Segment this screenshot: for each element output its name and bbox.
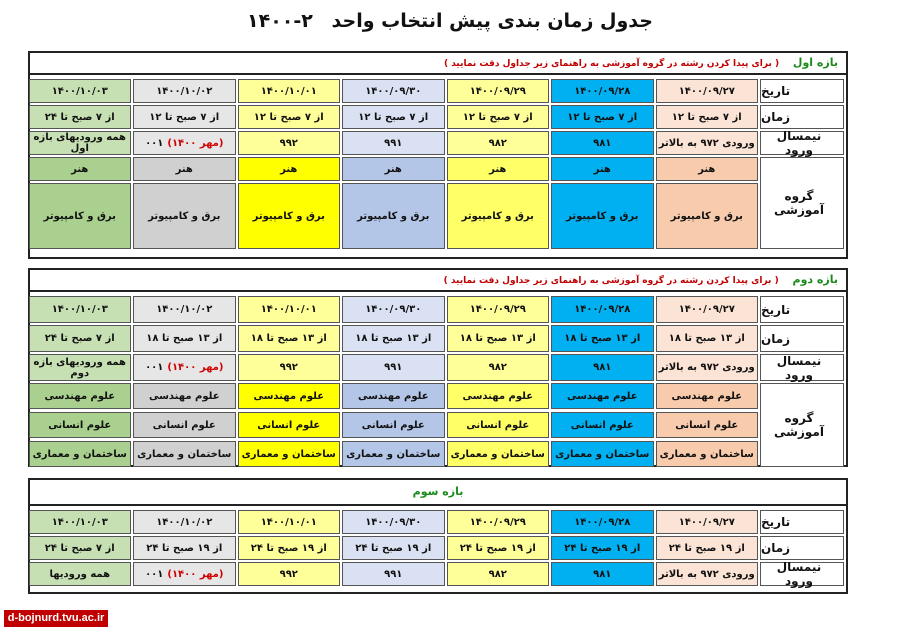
date-cell: ۱۴۰۰/۰۹/۲۸: [551, 510, 654, 534]
date-cell: ۱۴۰۰/۰۹/۳۰: [342, 296, 445, 323]
group-cell-eng-sci: علوم مهندسی: [133, 383, 236, 409]
semester-cell: ۹۸۲: [447, 131, 550, 155]
date-cell: ۱۴۰۰/۱۰/۰۱: [238, 296, 341, 323]
group-cell-humanities: علوم انسانی: [238, 412, 341, 438]
semester-red-text: (مهر ۱۴۰۰): [167, 568, 224, 580]
period-3-header: [30, 480, 846, 506]
date-cell: ۱۴۰۰/۰۹/۳۰: [342, 79, 445, 103]
time-cell: از ۱۹ صبح تا ۲۴: [342, 536, 445, 560]
time-cell: از ۱۹ صبح تا ۲۴: [447, 536, 550, 560]
period-3-label: بازه سوم: [412, 485, 464, 498]
semester-red-text: (مهر ۱۴۰۰): [167, 362, 224, 373]
date-cell: ۱۴۰۰/۱۰/۰۱: [238, 79, 341, 103]
date-cell: ۱۴۰۰/۱۰/۰۳: [29, 296, 132, 323]
row-label-group: گروه آموزشی: [760, 157, 844, 249]
time-cell: از ۷ صبح تا ۱۲: [133, 105, 236, 129]
group-cell-eng-sci: علوم مهندسی: [29, 383, 132, 409]
group-cell-eng-sci: علوم مهندسی: [656, 383, 759, 409]
semester-cell: ورودی ۹۷۲ به بالاتر: [656, 562, 759, 586]
time-cell: از ۷ صبح تا ۲۴: [29, 325, 132, 352]
date-cell: ۱۴۰۰/۱۰/۰۲: [133, 510, 236, 534]
row-label-semester: نیمسال ورود: [760, 354, 844, 381]
group-cell-architecture: ساختمان و معماری: [238, 441, 341, 467]
group-cell-humanities: علوم انسانی: [551, 412, 654, 438]
time-cell: از ۷ صبح تا ۱۲: [447, 105, 550, 129]
group-cell-art: هنر: [238, 157, 341, 181]
time-cell: از ۱۹ صبح تا ۲۴: [238, 536, 341, 560]
date-cell: ۱۴۰۰/۰۹/۳۰: [342, 510, 445, 534]
time-cell: از ۱۳ صبح تا ۱۸: [133, 325, 236, 352]
row-label-time: زمان: [760, 325, 844, 352]
time-cell: از ۱۳ صبح تا ۱۸: [551, 325, 654, 352]
semester-cell: [133, 562, 236, 586]
time-cell: از ۱۳ صبح تا ۱۸: [656, 325, 759, 352]
period-2-header: [30, 270, 846, 292]
semester-cell: [133, 131, 236, 155]
time-cell: از ۷ صبح تا ۲۴: [29, 536, 132, 560]
semester-suffix: ۰۰۱: [145, 362, 164, 373]
group-cell-architecture: ساختمان و معماری: [656, 441, 759, 467]
row-label-group: گروه آموزشی: [760, 383, 844, 467]
date-cell: ۱۴۰۰/۱۰/۰۳: [29, 510, 132, 534]
group-cell-humanities: علوم انسانی: [447, 412, 550, 438]
period-2-note: ( برای پیدا کردن رشته در گروه آموزشی به راهنمای زیر جداول دقت نمایید ): [443, 276, 779, 286]
time-cell: از ۷ صبح تا ۲۴: [29, 105, 132, 129]
semester-cell: ۹۹۱: [342, 131, 445, 155]
period-1-table: [28, 51, 848, 259]
group-cell-architecture: ساختمان و معماری: [342, 441, 445, 467]
semester-cell: ورودی ۹۷۲ به بالاتر: [656, 354, 759, 381]
page-title: [0, 10, 900, 32]
date-cell: ۱۴۰۰/۰۹/۲۹: [447, 79, 550, 103]
semester-cell: ۹۹۲: [238, 354, 341, 381]
date-cell: ۱۴۰۰/۰۹/۲۸: [551, 296, 654, 323]
semester-cell: همه ورودیهای بازه دوم: [29, 354, 132, 381]
semester-cell: همه ورودیها: [29, 562, 132, 586]
semester-cell: ۹۸۱: [551, 562, 654, 586]
semester-suffix: ۰۰۱: [145, 137, 164, 149]
time-cell: از ۷ صبح تا ۱۲: [656, 105, 759, 129]
row-label-semester: نیمسال ورود: [760, 562, 844, 586]
semester-red-text: (مهر ۱۴۰۰): [167, 137, 224, 149]
group-cell-art: هنر: [656, 157, 759, 181]
date-cell: ۱۴۰۰/۰۹/۲۷: [656, 510, 759, 534]
row-label-semester: نیمسال ورود: [760, 131, 844, 155]
semester-cell: ۹۹۱: [342, 354, 445, 381]
semester-cell: [133, 354, 236, 381]
time-cell: از ۱۳ صبح تا ۱۸: [238, 325, 341, 352]
date-cell: ۱۴۰۰/۱۰/۰۲: [133, 79, 236, 103]
row-label-time: زمان: [760, 105, 844, 129]
date-cell: ۱۴۰۰/۱۰/۰۱: [238, 510, 341, 534]
group-cell-eng: برق و کامپیوتر: [656, 183, 759, 249]
title-year: ۲-۱۴۰۰: [247, 10, 313, 32]
semester-cell: ۹۸۱: [551, 354, 654, 381]
time-cell: از ۷ صبح تا ۱۲: [551, 105, 654, 129]
group-cell-art: هنر: [551, 157, 654, 181]
group-cell-humanities: علوم انسانی: [29, 412, 132, 438]
row-label-date: تاریخ: [760, 79, 844, 103]
group-cell-humanities: علوم انسانی: [133, 412, 236, 438]
group-cell-eng: برق و کامپیوتر: [133, 183, 236, 249]
time-cell: از ۱۳ صبح تا ۱۸: [447, 325, 550, 352]
date-cell: ۱۴۰۰/۱۰/۰۲: [133, 296, 236, 323]
semester-cell: ورودی ۹۷۲ به بالاتر: [656, 131, 759, 155]
group-cell-architecture: ساختمان و معماری: [551, 441, 654, 467]
time-cell: از ۱۹ صبح تا ۲۴: [551, 536, 654, 560]
group-cell-architecture: ساختمان و معماری: [133, 441, 236, 467]
date-cell: ۱۴۰۰/۱۰/۰۳: [29, 79, 132, 103]
semester-cell: ۹۸۱: [551, 131, 654, 155]
group-cell-eng: برق و کامپیوتر: [551, 183, 654, 249]
period-2-table: [28, 268, 848, 467]
semester-cell: ۹۹۱: [342, 562, 445, 586]
group-cell-art: هنر: [133, 157, 236, 181]
group-cell-humanities: علوم انسانی: [656, 412, 759, 438]
semester-cell: ۹۹۲: [238, 562, 341, 586]
group-cell-eng-sci: علوم مهندسی: [551, 383, 654, 409]
date-cell: ۱۴۰۰/۰۹/۲۹: [447, 510, 550, 534]
group-cell-eng-sci: علوم مهندسی: [447, 383, 550, 409]
group-cell-eng-sci: علوم مهندسی: [238, 383, 341, 409]
semester-cell: ۹۸۲: [447, 354, 550, 381]
date-cell: ۱۴۰۰/۰۹/۲۷: [656, 79, 759, 103]
group-cell-art: هنر: [342, 157, 445, 181]
group-cell-art: هنر: [29, 157, 132, 181]
semester-cell: همه ورودیهای بازه اول: [29, 131, 132, 155]
date-cell: ۱۴۰۰/۰۹/۲۹: [447, 296, 550, 323]
row-label-date: تاریخ: [760, 510, 844, 534]
period-1-note: ( برای پیدا کردن رشته در گروه آموزشی به راهنمای زیر جداول دقت نمایید ): [443, 59, 780, 69]
group-cell-art: هنر: [447, 157, 550, 181]
time-cell: از ۷ صبح تا ۱۲: [238, 105, 341, 129]
period-1-label: بازه اول: [792, 56, 838, 69]
time-cell: از ۱۳ صبح تا ۱۸: [342, 325, 445, 352]
time-cell: از ۱۹ صبح تا ۲۴: [133, 536, 236, 560]
period-3-table: [28, 478, 848, 594]
group-cell-eng: برق و کامپیوتر: [447, 183, 550, 249]
date-cell: ۱۴۰۰/۰۹/۲۸: [551, 79, 654, 103]
row-label-date: تاریخ: [760, 296, 844, 323]
group-cell-eng: برق و کامپیوتر: [238, 183, 341, 249]
site-url-footer[interactable]: d-bojnurd.tvu.ac.ir: [4, 610, 108, 627]
group-cell-eng: برق و کامپیوتر: [29, 183, 132, 249]
period-2-label: بازه دوم: [792, 273, 838, 286]
semester-cell: ۹۸۲: [447, 562, 550, 586]
group-cell-architecture: ساختمان و معماری: [29, 441, 132, 467]
group-cell-eng-sci: علوم مهندسی: [342, 383, 445, 409]
semester-suffix: ۰۰۱: [145, 568, 164, 580]
date-cell: ۱۴۰۰/۰۹/۲۷: [656, 296, 759, 323]
semester-cell: ۹۹۲: [238, 131, 341, 155]
period-1-header: [30, 53, 846, 75]
group-cell-eng: برق و کامپیوتر: [342, 183, 445, 249]
group-cell-humanities: علوم انسانی: [342, 412, 445, 438]
group-cell-architecture: ساختمان و معماری: [447, 441, 550, 467]
title-main: جدول زمان بندی پیش انتخاب واحد: [331, 10, 653, 32]
time-cell: از ۱۹ صبح تا ۲۴: [656, 536, 759, 560]
row-label-time: زمان: [760, 536, 844, 560]
time-cell: از ۷ صبح تا ۱۲: [342, 105, 445, 129]
